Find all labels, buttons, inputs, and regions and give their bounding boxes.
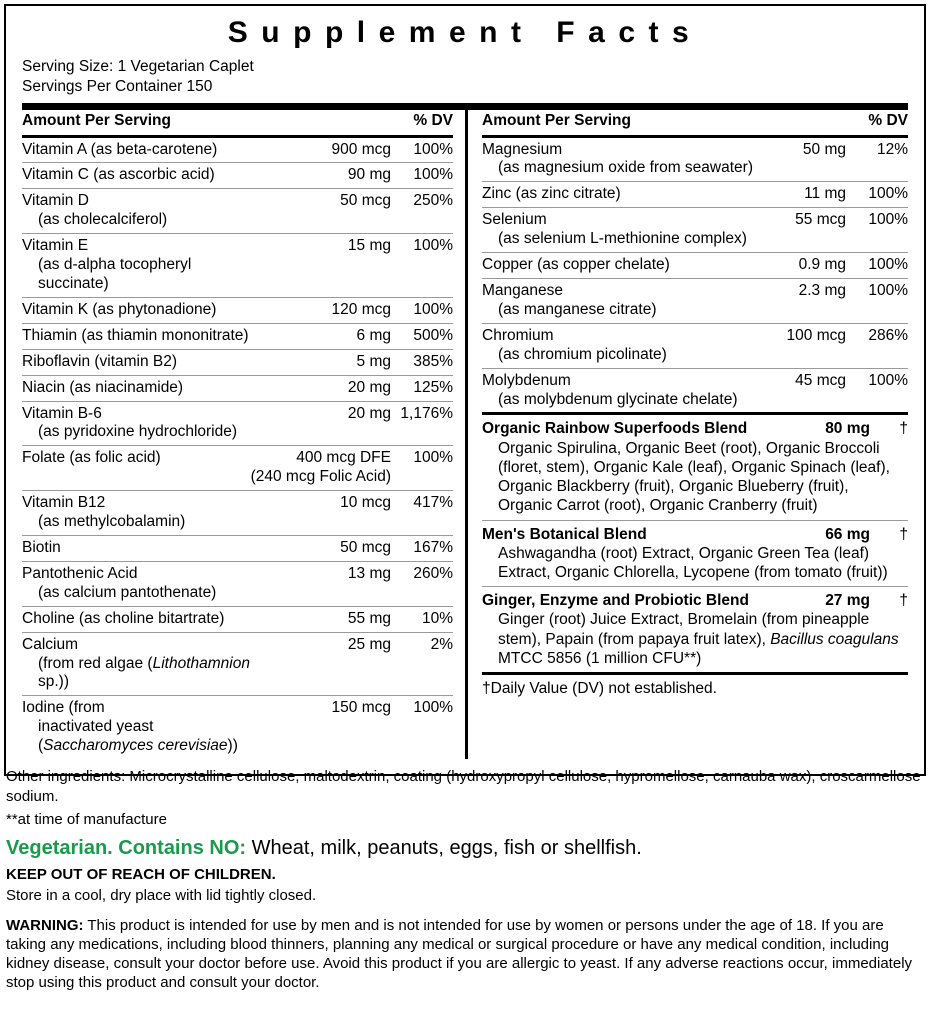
nutrient-daily-value: 100% xyxy=(846,182,908,208)
blend-amount: 27 mg xyxy=(825,592,870,610)
nutrient-amount: 900 mcg xyxy=(251,136,391,163)
nutrient-name: Niacin (as niacinamide) xyxy=(22,375,251,401)
table-row xyxy=(22,234,453,298)
blend-ingredient-italic: Bacillus coagulans xyxy=(770,630,899,648)
table-row xyxy=(482,323,908,368)
nutrient-source: (as selenium L-methionine complex) xyxy=(498,230,747,248)
blend-amount: 80 mg xyxy=(825,420,870,438)
nutrient-source: (as pyridoxine hydrochloride) xyxy=(38,423,238,441)
vegetarian-rest: Wheat, milk, peanuts, eggs, fish or shellfish. xyxy=(246,836,642,859)
table-row xyxy=(22,163,453,189)
table-row xyxy=(482,253,908,279)
serving-size: Serving Size: 1 Vegetarian Caplet xyxy=(22,58,254,75)
nutrient-name: Biotin xyxy=(22,535,251,561)
table-row xyxy=(482,368,908,412)
nutrient-daily-value: 100% xyxy=(846,279,908,324)
blend-entry xyxy=(482,521,908,588)
vegetarian-label: Vegetarian. Contains NO: xyxy=(6,836,247,859)
nutrient-name: Manganese (as manganese citrate) xyxy=(482,279,781,324)
page-title: Supplement Facts xyxy=(227,16,703,49)
nutrient-source: (from red algae (Lithothamnion sp.)) xyxy=(38,654,250,691)
table-row xyxy=(482,182,908,208)
nutrient-source: (as cholecalciferol) xyxy=(38,211,168,229)
nutrient-source: (as methylcobalamin) xyxy=(38,513,186,531)
warning-block xyxy=(6,916,922,993)
keep-out-of-reach: KEEP OUT OF REACH OF CHILDREN. xyxy=(6,865,276,883)
nutrient-name: Vitamin D (as cholecalciferol) xyxy=(22,189,251,234)
blend-name: Men's Botanical Blend xyxy=(482,525,647,543)
nutrient-amount: 45 mcg xyxy=(795,371,846,389)
nutrient-daily-value: 100% xyxy=(413,699,453,717)
table-row xyxy=(22,401,453,446)
nutrient-amount: 15 mg xyxy=(251,234,391,298)
nutrient-amount: 100 mcg xyxy=(781,323,847,368)
nutrient-name: Vitamin E (as d-alpha tocopheryl succinate) xyxy=(22,234,251,298)
table-row xyxy=(22,632,453,696)
blend-name: Organic Rainbow Superfoods Blend xyxy=(482,420,748,438)
table-row xyxy=(22,696,453,759)
nutrient-daily-value: 100% xyxy=(391,297,453,323)
blend-daily-value: † xyxy=(899,525,908,543)
header-percent-dv: % DV xyxy=(868,111,908,129)
blend-daily-value: † xyxy=(899,592,908,610)
blend-amount: 66 mg xyxy=(825,525,870,543)
nutrient-amount: 20 mg xyxy=(251,375,391,401)
blends-container xyxy=(482,415,908,672)
nutrient-name: Magnesium (as magnesium oxide from seawater) xyxy=(482,136,781,182)
nutrient-amount: 50 mcg xyxy=(251,535,391,561)
serving-info xyxy=(22,57,908,97)
nutrient-amount: 11 mg xyxy=(781,182,847,208)
nutrient-source: (as magnesium oxide from seawater) xyxy=(498,159,753,177)
nutrient-daily-value: 100% xyxy=(391,136,453,163)
nutrient-amount: 0.9 mg xyxy=(781,253,847,279)
nutrients-table-left xyxy=(22,110,453,759)
blend-entry xyxy=(482,587,908,672)
header-percent-dv: % DV xyxy=(413,111,453,129)
nutrient-amount: 13 mg xyxy=(251,561,391,606)
table-row xyxy=(482,136,908,182)
blend-ingredients: Organic Spirulina, Organic Beet (root), Organic Broccoli (floret, stem), Organic Kale (leaf), Organic Spinach (leaf), Organic Blackberry (fruit), Organic Blueberry (fruit), Organic Carrot (root), Organic Cranberry (fruit) xyxy=(498,439,890,515)
nutrient-amount: 90 mg xyxy=(251,163,391,189)
table-header-row xyxy=(22,110,453,135)
footer-notes xyxy=(0,763,930,1006)
nutrient-daily-value: 250% xyxy=(391,189,453,234)
table-row xyxy=(22,606,453,632)
header-amount-per-serving: Amount Per Serving xyxy=(22,111,171,129)
table-row xyxy=(22,491,453,536)
blend-daily-value: † xyxy=(899,420,908,438)
nutrient-daily-value: 100% xyxy=(846,253,908,279)
table-row xyxy=(22,535,453,561)
nutrient-name: Calcium (from red algae (Lithothamnion sp.)) xyxy=(22,632,251,696)
nutrient-daily-value: 100% xyxy=(868,371,908,389)
nutrient-name: Selenium (as selenium L-methionine complex) xyxy=(482,208,781,253)
nutrient-amount: 20 mg xyxy=(251,401,391,446)
blend-entry xyxy=(482,415,908,520)
blend-header xyxy=(482,591,908,610)
nutrient-name: Folate (as folic acid) xyxy=(22,446,251,491)
blend-ingredients: Ashwagandha (root) Extract, Organic Green Tea (leaf) Extract, Organic Chlorella, Lycopene (from tomato (fruit)) xyxy=(498,544,888,581)
nutrient-source: (as d-alpha tocopheryl succinate) xyxy=(38,256,192,292)
header-spacer xyxy=(251,110,391,135)
nutrient-source: (as calcium pantothenate) xyxy=(38,583,217,601)
nutrient-source: (as chromium picolinate) xyxy=(498,345,667,363)
nutrient-name: Vitamin B12 (as methylcobalamin) xyxy=(22,491,251,536)
nutrient-name: Pantothenic Acid (as calcium pantothenate) xyxy=(22,561,251,606)
nutrient-name: Copper (as copper chelate) xyxy=(482,253,781,279)
table-row xyxy=(482,208,908,253)
divider-thick-top xyxy=(22,103,908,110)
warning-label: WARNING: xyxy=(6,916,84,934)
blend-ingredients: Ginger (root) Juice Extract, Bromelain (from pineapple stem), Papain (from papaya fruit latex), Bacillus coagulans MTCC 5856 (1 million CFU**) xyxy=(498,611,899,667)
blend-header xyxy=(482,419,908,438)
nutrient-daily-value: 167% xyxy=(391,535,453,561)
nutrient-name: Chromium (as chromium picolinate) xyxy=(482,323,781,368)
nutrient-amount: 55 mcg xyxy=(781,208,847,253)
nutrient-amount: 120 mcg xyxy=(251,297,391,323)
nutrient-source: (as manganese citrate) xyxy=(498,300,657,318)
nutrient-amount: 10 mcg xyxy=(251,491,391,536)
nutrient-daily-value: 2% xyxy=(391,632,453,696)
nutrient-amount: 50 mg xyxy=(781,136,847,182)
nutrient-amount: 6 mg xyxy=(251,323,391,349)
nutrient-name: Vitamin B-6 (as pyridoxine hydrochloride) xyxy=(22,401,251,446)
nutrient-source: inactivated yeast (Saccharomyces cerevisiae)) xyxy=(38,718,238,755)
nutrient-daily-value: 260% xyxy=(391,561,453,606)
nutrient-daily-value: 125% xyxy=(391,375,453,401)
nutrient-daily-value: 10% xyxy=(391,606,453,632)
nutrient-name: Zinc (as zinc citrate) xyxy=(482,182,781,208)
nutrient-name: Iodine (from inactivated yeast (Saccharomyces cerevisiae)) xyxy=(22,696,251,759)
nutrient-amount: 400 mcg DFE (240 mcg Folic Acid) xyxy=(251,446,391,491)
warning-text: This product is intended for use by men and is not intended for use by women or persons under the age of 18. If you are taking any medications, including blood thinners, planning any medical or surgical procedure or have any medical condition, including kidney disease, consult your doctor before use. Avoid this product if you are allergic to yeast. If any adverse reactions occur, immediately stop using this product and consult your doctor. xyxy=(6,916,913,992)
header-spacer xyxy=(781,110,847,135)
nutrient-name: Vitamin A (as beta-carotene) xyxy=(22,136,251,163)
table-row xyxy=(22,323,453,349)
nutrient-amount: 150 mcg xyxy=(331,699,391,717)
nutrient-daily-value: 385% xyxy=(391,349,453,375)
manufacture-note: **at time of manufacture xyxy=(6,811,167,829)
nutrient-name: Vitamin K (as phytonadione) xyxy=(22,297,251,323)
nutrient-amount: 25 mg xyxy=(251,632,391,696)
nutrient-amount: 55 mg xyxy=(251,606,391,632)
nutrient-amount: 5 mg xyxy=(251,349,391,375)
table-row xyxy=(22,375,453,401)
nutrient-daily-value: 500% xyxy=(391,323,453,349)
table-row xyxy=(22,297,453,323)
other-ingredients: Other ingredients: Microcrystalline cellulose, maltodextrin, coating (hydroxypropyl cellulose, hypromellose, carnauba wax), croscarmellose sodium. xyxy=(6,768,921,805)
facts-columns xyxy=(22,110,908,759)
nutrient-name: Vitamin C (as ascorbic acid) xyxy=(22,163,251,189)
nutrient-daily-value: 100% xyxy=(391,446,453,491)
nutrient-daily-value: 417% xyxy=(391,491,453,536)
facts-column-left xyxy=(22,110,465,759)
nutrient-daily-value: 286% xyxy=(846,323,908,368)
table-header-row xyxy=(482,110,908,135)
nutrient-daily-value: 100% xyxy=(846,208,908,253)
nutrient-name: Molybdenum (as molybdenum glycinate chelate) xyxy=(482,368,781,412)
nutrient-daily-value: 1,176% xyxy=(391,401,453,446)
blend-header xyxy=(482,525,908,544)
daily-value-note: †Daily Value (DV) not established. xyxy=(482,680,717,698)
vegetarian-line xyxy=(6,836,922,861)
nutrient-daily-value: 100% xyxy=(391,163,453,189)
table-row xyxy=(482,279,908,324)
blend-name: Ginger, Enzyme and Probiotic Blend xyxy=(482,592,749,610)
table-row xyxy=(22,561,453,606)
nutrient-name: Riboflavin (vitamin B2) xyxy=(22,349,251,375)
nutrient-name: Choline (as choline bitartrate) xyxy=(22,606,251,632)
storage-note: Store in a cool, dry place with lid tightly closed. xyxy=(6,887,317,905)
nutrients-table-right xyxy=(482,110,908,413)
facts-column-right xyxy=(465,110,908,759)
table-row xyxy=(22,349,453,375)
nutrient-daily-value: 100% xyxy=(391,234,453,298)
table-row xyxy=(22,189,453,234)
nutrient-daily-value: 12% xyxy=(846,136,908,182)
nutrient-amount: 2.3 mg xyxy=(781,279,847,324)
table-row xyxy=(22,136,453,163)
nutrient-source: (as molybdenum glycinate chelate) xyxy=(498,390,738,408)
nutrient-name: Thiamin (as thiamin mononitrate) xyxy=(22,323,251,349)
table-row xyxy=(22,446,453,491)
servings-per-container: Servings Per Container 150 xyxy=(22,77,213,95)
nutrient-amount-secondary: (240 mcg Folic Acid) xyxy=(250,468,391,486)
nutrient-amount: 50 mcg xyxy=(251,189,391,234)
header-amount-per-serving: Amount Per Serving xyxy=(482,111,631,129)
